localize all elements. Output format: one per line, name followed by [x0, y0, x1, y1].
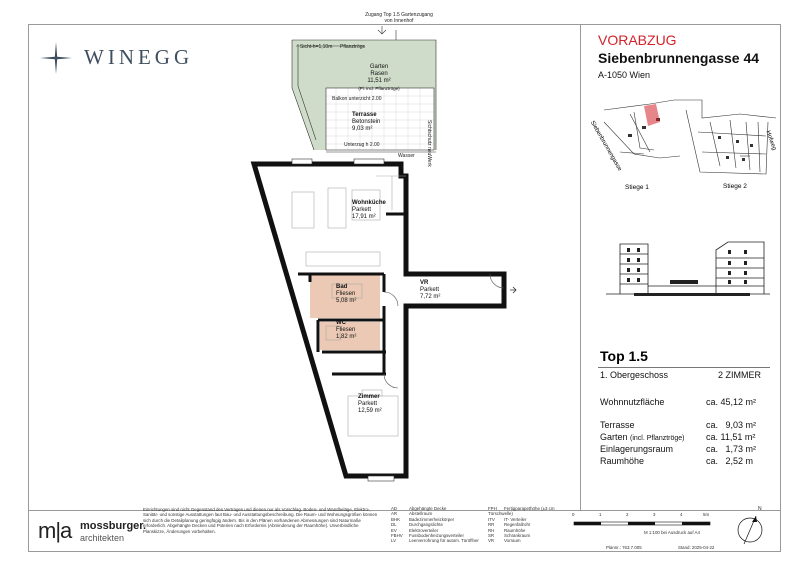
detail-garten-label — [600, 432, 685, 442]
abbr-row: EV Elektroverteiler — [391, 527, 439, 533]
unit-underline — [598, 367, 770, 368]
scale-bar — [572, 514, 712, 528]
abbreviations-col1 — [391, 506, 479, 544]
room-wc-name: WC — [336, 320, 346, 326]
room-vr-name: VR — [420, 280, 429, 286]
room-bad-name: Bad — [336, 284, 348, 290]
room-bad — [336, 284, 356, 305]
room-wc — [336, 320, 356, 341]
planter-label: Pflanztröge — [340, 44, 366, 50]
room-wohnkueche-area: 17,91 m² — [352, 214, 376, 220]
living-area-label: Wohnnutzfläche — [600, 397, 665, 407]
abbreviations-col2 — [488, 506, 560, 544]
living-area-value: ca. 45,12 m² — [706, 397, 757, 407]
stair-1-label: Stiege 1 — [625, 184, 649, 191]
room-wc-area: 1,82 m² — [336, 334, 357, 340]
abbr-row: RH Raumhöhe — [488, 527, 526, 533]
detail-garten-note: (incl. Pflanztröge) — [630, 435, 685, 442]
abbr-row: BHK Badezimmerheizkörper — [391, 516, 455, 522]
room-terrasse-area: 9,03 m² — [352, 126, 373, 132]
plan-number: Plannr.: 763.7.005 — [606, 545, 642, 550]
unit-title: Top 1.5 — [600, 348, 648, 364]
room-terrasse — [352, 112, 380, 133]
scale-text: M 1:100 bei Ausdruck auf A4 — [644, 530, 700, 535]
room-zimmer-floor: Parkett — [358, 401, 378, 407]
status-label: VORABZUG — [598, 32, 677, 48]
room-vr-floor: Parkett — [420, 287, 440, 293]
city-label: A-1050 Wien — [598, 70, 651, 80]
room-terrasse-floor: Betonstein — [352, 119, 381, 125]
wasser-label: Wasser — [398, 153, 415, 159]
winegg-star-icon — [40, 42, 72, 74]
unit-rooms: 2 ZIMMER — [718, 370, 762, 380]
abbr-row: AR Abstellraum — [391, 511, 433, 517]
unit-floor: 1. Obergeschoss — [600, 370, 669, 380]
street-label-hofweg: Hofweg — [764, 130, 777, 152]
balcony-label: Balkon unterzicht 2.00 — [332, 96, 382, 102]
side-label: Sichtschutz neuWerk — [426, 120, 432, 167]
scale-tick-5: 5m — [703, 512, 710, 517]
room-terrasse-name: Terrasse — [352, 112, 377, 118]
room-garten — [356, 64, 402, 92]
architect-mark: m|a — [38, 518, 72, 543]
room-garten-floor: Rasen — [370, 71, 388, 77]
architect-sub: architekten — [80, 533, 125, 543]
plan-date: Stand: 2025-04-22 — [678, 545, 715, 550]
detail-terrasse-value: ca. 9,03 m² — [706, 420, 757, 430]
room-wohnkueche-name: Wohnküche — [352, 200, 386, 206]
detail-garten-text: Garten — [600, 432, 628, 442]
stair-2-label: Stiege 2 — [723, 183, 747, 190]
scale-tick-2: 2 — [626, 512, 629, 517]
room-zimmer — [358, 394, 382, 415]
room-zimmer-name: Zimmer — [358, 394, 380, 400]
scale-tick-4: 4 — [680, 512, 683, 517]
street-label-siebenbrunnengasse: Siebenbrunnengasse — [588, 120, 623, 173]
room-wc-floor: Fliesen — [336, 327, 356, 333]
site-plan — [590, 92, 776, 194]
scale-tick-0: 0 — [572, 512, 575, 517]
street-title: Siebenbrunnengasse 44 — [598, 50, 760, 66]
room-garten-extra: (Fl. incl. Pflanztröge) — [358, 86, 400, 91]
abbr-row: LV Leerverrohrung für autom. Türöffner — [391, 538, 479, 544]
room-bad-floor: Fliesen — [336, 291, 356, 297]
abbr-row: ITV IT- Verteiler — [488, 516, 527, 522]
room-garten-area: 11,51 m² — [367, 78, 391, 84]
detail-raumhoehe-value: ca. 2,52 m — [706, 456, 754, 466]
abbr-row: FPH Fertigparapethöhe (±3 cm Türschwelle) — [488, 506, 555, 517]
detail-terrasse-label: Terrasse — [600, 420, 635, 430]
vertical-divider — [580, 24, 581, 510]
brand-logo-text: WINEGG — [84, 45, 194, 69]
detail-einlagerung-value: ca. 1,73 m² — [706, 444, 757, 454]
scale-tick-1: 1 — [599, 512, 602, 517]
disclaimer-text: Einrichtungen sind nicht Gegenstand des Vertrages und dienen nur als Vorschlag. Boden- und Wandbeläge, Elektro-, Sanitär- und sonstige Ausstattungen laut Bau- und Ausstattungsbeschreibung. Die Raum- und Wohnungsgrößen können sich durch die Detailplanung geringfügig ändern. Bis in den Plänen vorhandenen Abmessungen sind Naturmaße erforderlich. Abgehängte Decken und Poterien nach Erfordernis (Abminderung der Raumhöhe). Unverbindliche Planskizze, Änderungen vorbehalten. — [143, 507, 378, 534]
abbr-row: FBHV Fussbodenheizungsverteiler — [391, 533, 464, 539]
building-section — [604, 236, 770, 296]
room-vr — [420, 280, 440, 301]
unterzug-label: Unterzug h 2.00 — [344, 142, 380, 148]
detail-garten-value: ca. 11,51 m² — [706, 432, 756, 442]
abbr-row: DL Durchgangslichte — [391, 522, 443, 528]
access-note: Zugang Top 1.5 Gartenzugang von Innenhof — [365, 12, 433, 24]
room-wohnkueche — [352, 200, 386, 221]
abbr-row: RR Regenfallrohr — [488, 522, 531, 528]
north-label: N — [758, 506, 762, 512]
architect-name: mossburger. — [80, 520, 147, 532]
room-wohnkueche-floor: Parkett — [352, 207, 372, 213]
room-bad-area: 5,08 m² — [336, 298, 357, 304]
room-zimmer-area: 12,59 m² — [358, 408, 382, 414]
abbr-row: VR Vorraum — [488, 538, 521, 544]
sep-label: Sicht-h=1,10m — [300, 44, 333, 50]
scale-tick-3: 3 — [653, 512, 656, 517]
abbr-row: SR Schrankraum — [488, 533, 531, 539]
north-arrow-icon — [732, 508, 768, 548]
abbr-row: AD Abgehängte Decke — [391, 506, 447, 511]
room-vr-area: 7,72 m² — [420, 294, 441, 300]
room-garten-name: Garten — [369, 64, 389, 70]
detail-raumhoehe-label: Raumhöhe — [600, 456, 645, 466]
detail-einlagerung-label: Einlagerungsraum — [600, 444, 674, 454]
